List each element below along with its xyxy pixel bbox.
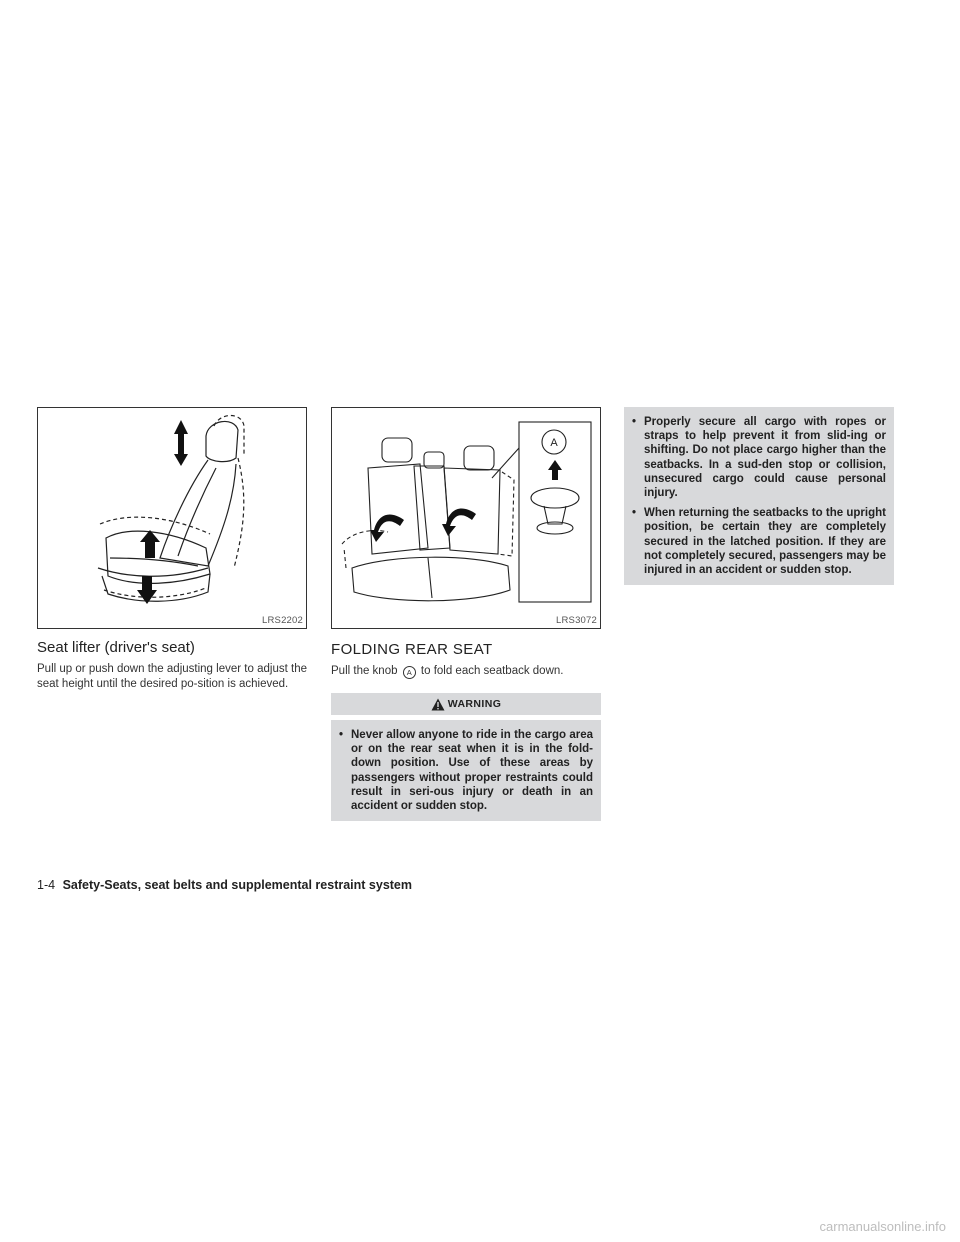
warning-item: • Properly secure all cargo with ropes or straps to help prevent it from slid-ing or shifting. Do not place cargo higher than the seatbacks. In a sud-den stop or collision, unsecured cargo could cause personal injury. bbox=[632, 416, 886, 500]
warning-item: • Never allow anyone to ride in the cargo area or on the rear seat when it is in the fold-down position. Use of these areas by passengers without proper restraints could result in seri-ous injury or death in an accident or sudden stop. bbox=[339, 729, 593, 813]
seat-lifter-figure bbox=[37, 407, 307, 629]
figure-code: LRS2202 bbox=[261, 615, 303, 626]
warning-triangle-icon bbox=[431, 698, 445, 711]
up-down-arrow-icon bbox=[174, 420, 188, 466]
body-text: Pull up or push down the adjusting lever to adjust the seat height until the desired po-sition is achieved. bbox=[37, 663, 307, 690]
page-footer bbox=[37, 878, 412, 892]
warning-header: WARNING bbox=[331, 693, 601, 715]
figure-code: LRS3072 bbox=[555, 615, 597, 626]
down-arrow-icon bbox=[137, 576, 157, 604]
page-number: 1-4 bbox=[37, 878, 56, 892]
warning-box bbox=[624, 407, 894, 585]
knob-callout-icon: A bbox=[403, 666, 416, 679]
up-arrow-icon bbox=[140, 530, 160, 558]
column-folding-rear-seat bbox=[331, 407, 601, 821]
seat-illustration bbox=[38, 408, 306, 628]
column-seat-lifter bbox=[37, 407, 307, 692]
warning-box bbox=[331, 720, 601, 821]
column-warning-continued bbox=[624, 407, 894, 585]
fold-arrow-icon bbox=[370, 515, 404, 542]
warning-item: • When returning the seatbacks to the upright position, be certain they are completely secured in the latched position. If they are not completely secured, passengers may be injured in an accident or sudden stop. bbox=[632, 507, 886, 577]
body-text: Pull the knob A to fold each seatback down. bbox=[331, 665, 564, 677]
up-arrow-icon bbox=[548, 460, 562, 480]
watermark: carmanualsonline.info bbox=[819, 1219, 946, 1234]
section-heading: FOLDING REAR SEAT bbox=[331, 641, 493, 658]
callout-label: A bbox=[550, 437, 558, 449]
rear-seat-illustration bbox=[332, 408, 600, 628]
section-title: Safety-Seats, seat belts and supplemental restraint system bbox=[62, 878, 413, 892]
rear-seat-figure bbox=[331, 407, 601, 629]
section-heading: Seat lifter (driver's seat) bbox=[37, 639, 195, 656]
